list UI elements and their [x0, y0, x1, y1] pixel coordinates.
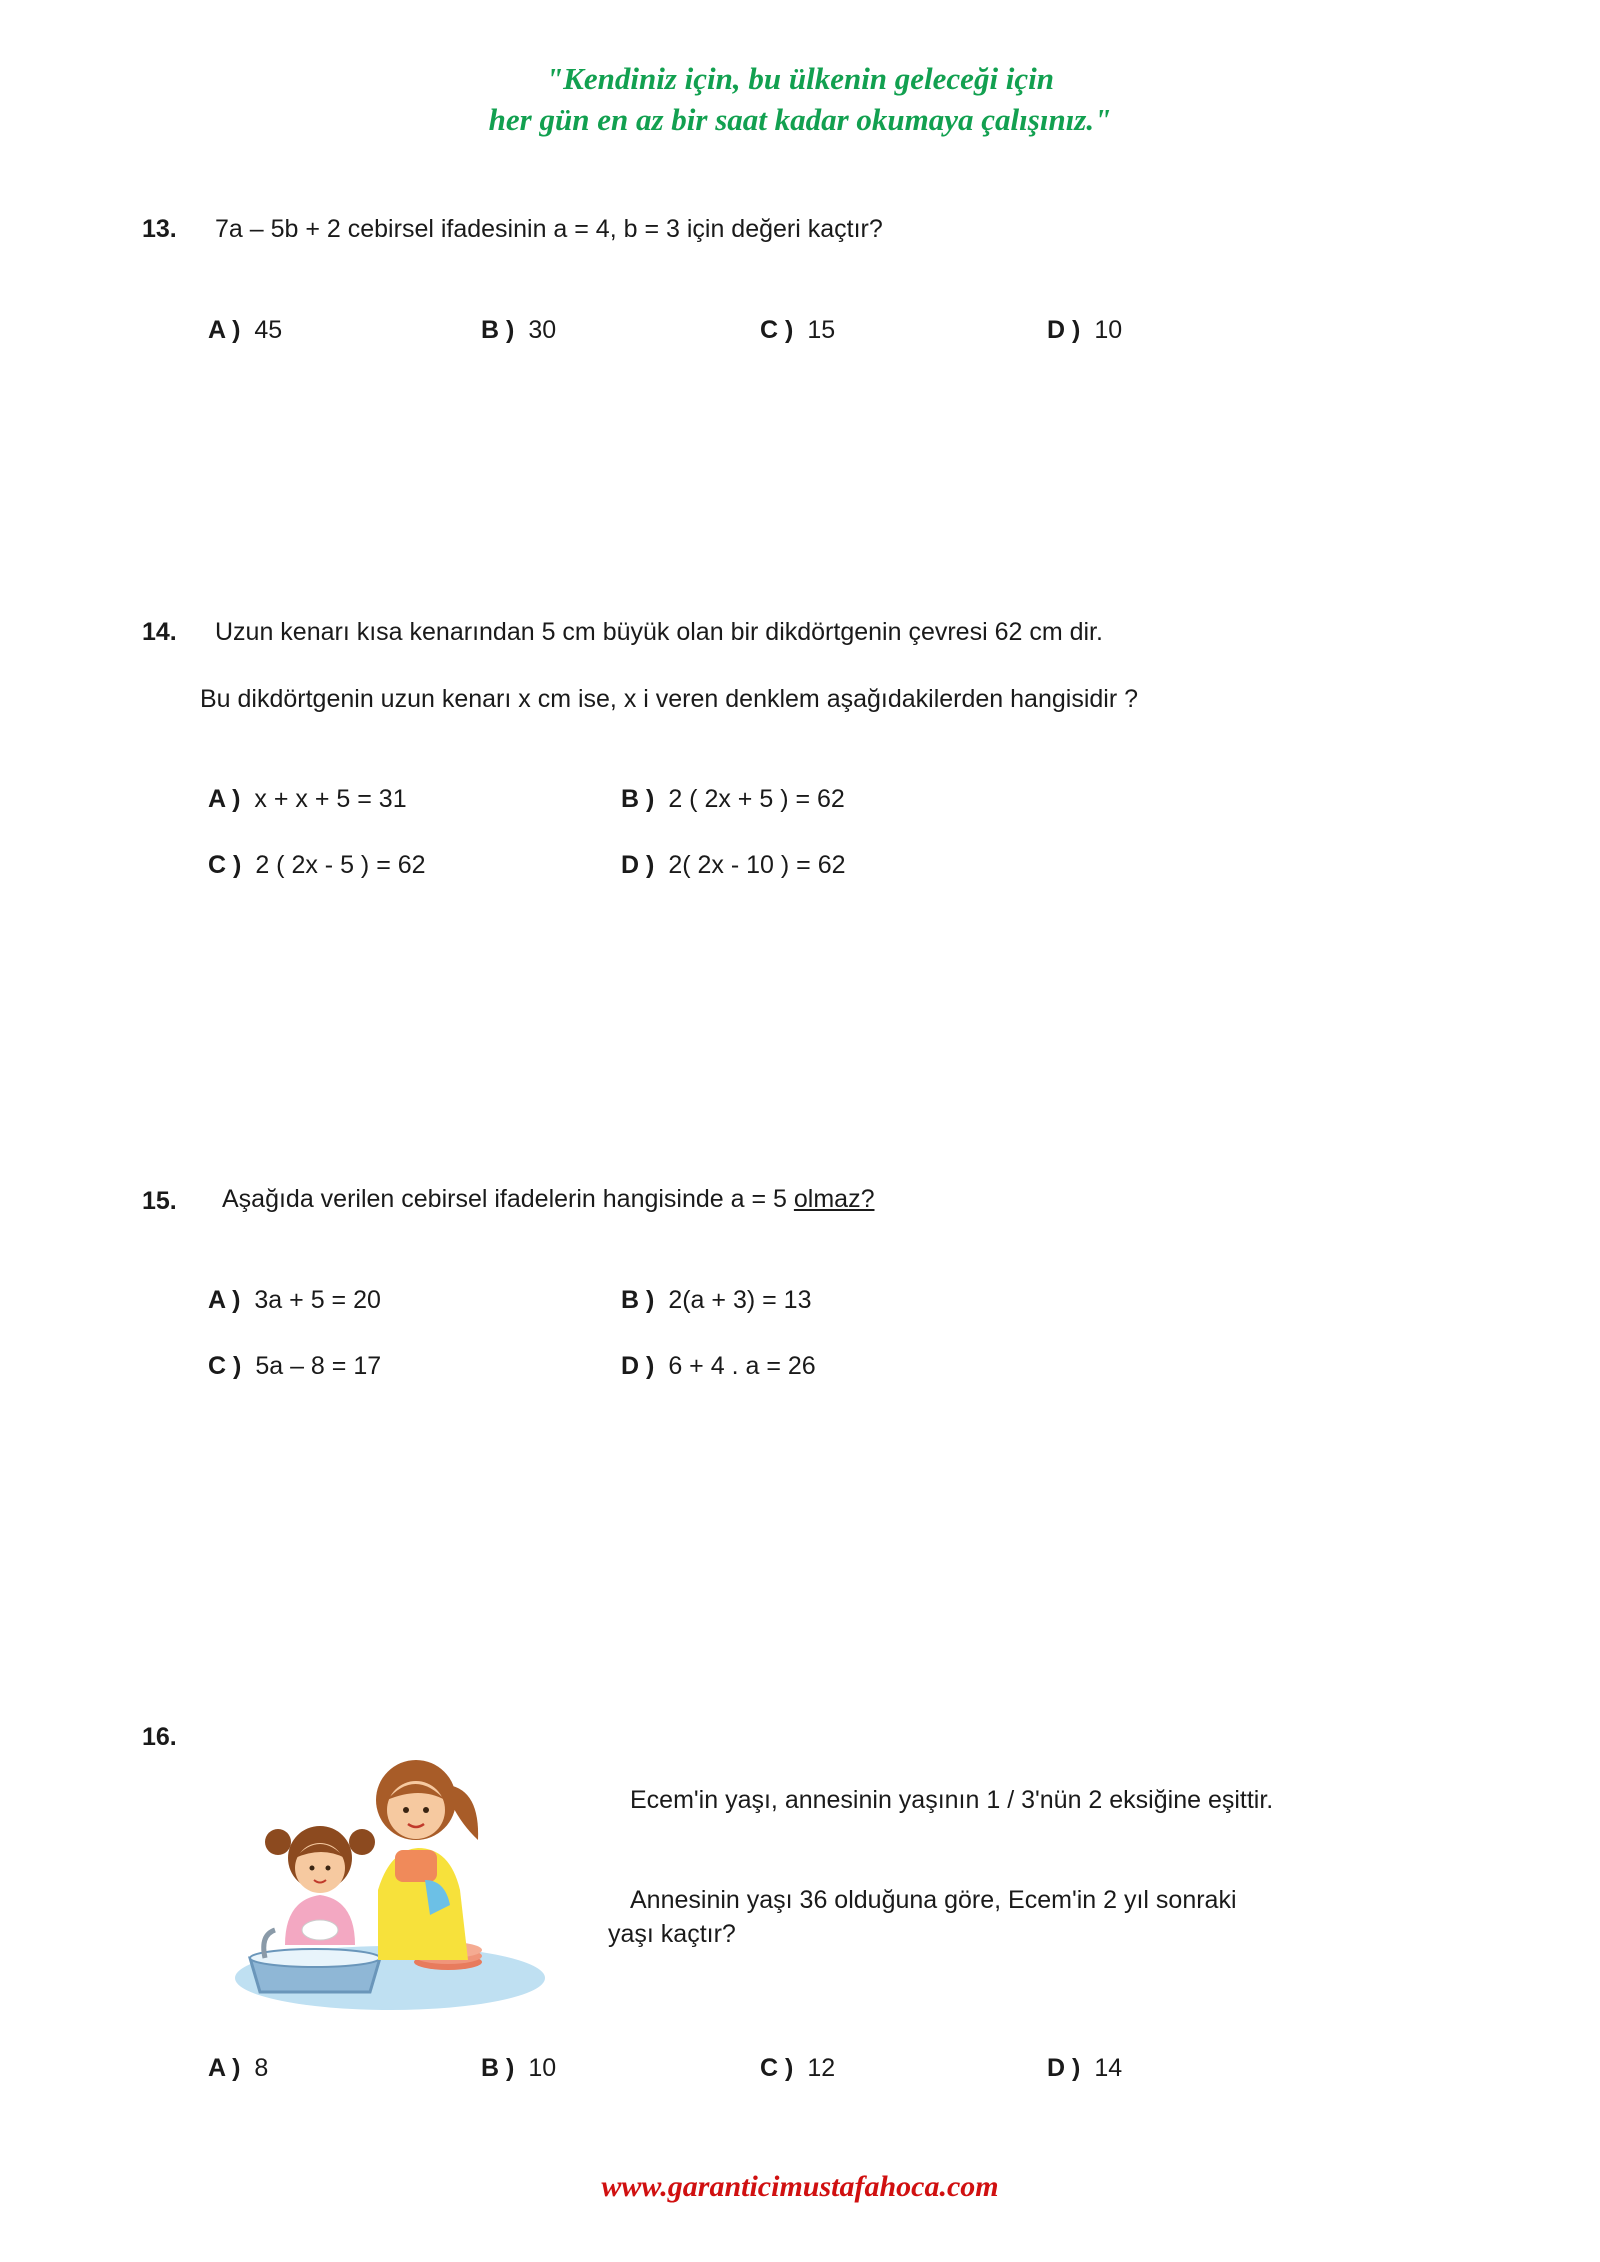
option-value: 5a – 8 = 17: [255, 1352, 382, 1380]
option-value: 10: [528, 2054, 557, 2082]
option-label: C ): [208, 851, 242, 879]
option-label: B ): [621, 785, 655, 813]
question-16-option-c[interactable]: [760, 2054, 835, 2083]
option-label: C ): [760, 316, 794, 344]
option-value: 6 + 4 . a = 26: [668, 1352, 816, 1380]
option-label: D ): [1047, 2054, 1081, 2082]
option-value: 12: [807, 2054, 836, 2082]
question-16-number: 16.: [142, 1723, 177, 1751]
question-16-text-line1: Ecem'in yaşı, annesinin yaşının 1 / 3'nün 2 eksiğine eşittir.: [630, 1786, 1274, 1814]
option-label: C ): [208, 1352, 242, 1380]
question-15-text: [222, 1185, 874, 1214]
question-15-option-d[interactable]: [621, 1352, 816, 1381]
option-label: D ): [621, 1352, 655, 1380]
option-value: 15: [807, 316, 836, 344]
option-value: 2 ( 2x + 5 ) = 62: [668, 785, 845, 813]
option-label: B ): [621, 1286, 655, 1314]
header-quote: [0, 58, 1600, 140]
question-14-option-c[interactable]: [208, 851, 426, 880]
question-16-option-b[interactable]: [481, 2054, 556, 2083]
option-label: D ): [621, 851, 655, 879]
mother-daughter-illustration: [230, 1730, 550, 2015]
question-13-option-c[interactable]: [760, 316, 835, 345]
question-13-option-b[interactable]: [481, 316, 556, 345]
question-14-text-line1: Uzun kenarı kısa kenarından 5 cm büyük olan bir dikdörtgenin çevresi 62 cm dir.: [215, 618, 1103, 646]
question-16-option-d[interactable]: [1047, 2054, 1122, 2083]
header-quote-line2: her gün en az bir saat kadar okumaya çalışınız.": [488, 102, 1112, 137]
question-14-number: 14.: [142, 618, 177, 646]
question-13-text: 7a – 5b + 2 cebirsel ifadesinin a = 4, b = 3 için değeri kaçtır?: [215, 215, 883, 243]
question-16-text-line3: yaşı kaçtır?: [608, 1920, 736, 1948]
header-quote-line1: "Kendiniz için, bu ülkenin geleceği için: [545, 61, 1055, 96]
option-value: 3a + 5 = 20: [254, 1286, 381, 1314]
question-15-option-a[interactable]: [208, 1286, 381, 1315]
question-14-text-line2: Bu dikdörtgenin uzun kenarı x cm ise, x i veren denklem aşağıdakilerden hangisidir ?: [200, 685, 1139, 713]
question-13-number: 13.: [142, 215, 177, 243]
footer-url[interactable]: www.garanticimustafahoca.com: [601, 2170, 999, 2203]
question-15-option-c[interactable]: [208, 1352, 381, 1381]
option-value: 8: [254, 2054, 269, 2082]
option-value: x + x + 5 = 31: [254, 785, 407, 813]
question-13-option-d[interactable]: [1047, 316, 1122, 345]
option-value: 30: [528, 316, 557, 344]
option-value: 2 ( 2x - 5 ) = 62: [255, 851, 426, 879]
option-value: 45: [254, 316, 283, 344]
option-label: D ): [1047, 316, 1081, 344]
question-13-option-a[interactable]: [208, 316, 282, 345]
question-15-option-b[interactable]: [621, 1286, 811, 1315]
option-value: 14: [1094, 2054, 1123, 2082]
option-label: A ): [208, 2054, 241, 2082]
question-16-option-a[interactable]: [208, 2054, 268, 2083]
question-14-option-d[interactable]: [621, 851, 846, 880]
option-value: 2(a + 3) = 13: [668, 1286, 812, 1314]
question-15-text-underlined: olmaz?: [793, 1185, 875, 1213]
option-label: A ): [208, 316, 241, 344]
question-15-number: 15.: [142, 1187, 177, 1215]
option-label: A ): [208, 785, 241, 813]
option-label: A ): [208, 1286, 241, 1314]
question-14-option-a[interactable]: [208, 785, 407, 814]
option-value: 2( 2x - 10 ) = 62: [668, 851, 846, 879]
option-label: B ): [481, 316, 515, 344]
option-label: B ): [481, 2054, 515, 2082]
option-value: 10: [1094, 316, 1123, 344]
question-14-option-b[interactable]: [621, 785, 845, 814]
question-16-text-line2: Annesinin yaşı 36 olduğuna göre, Ecem'in 2 yıl sonraki: [630, 1886, 1237, 1914]
option-label: C ): [760, 2054, 794, 2082]
question-15-text-main: Aşağıda verilen cebirsel ifadelerin hangisinde a = 5: [222, 1185, 794, 1213]
